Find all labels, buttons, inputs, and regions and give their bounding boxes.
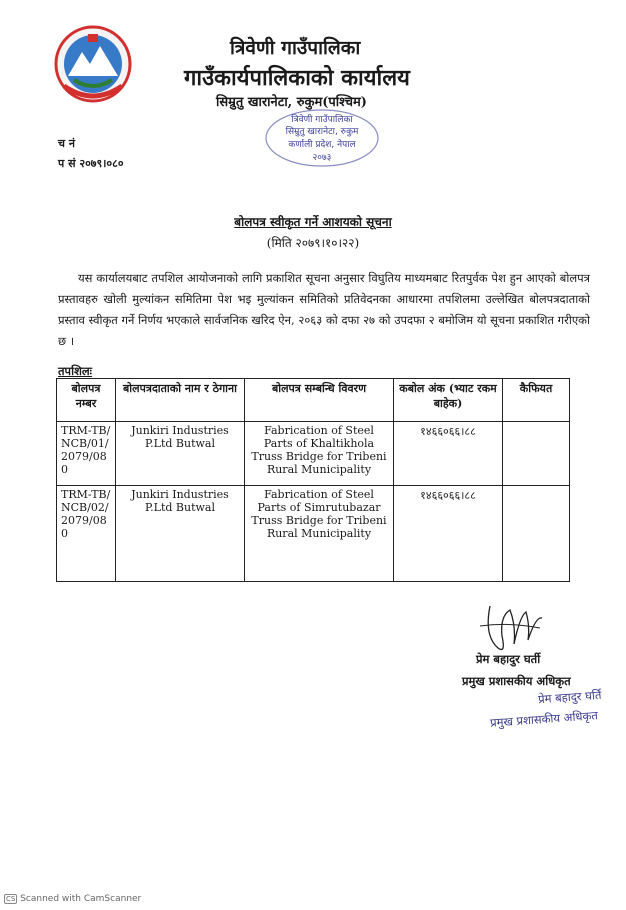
col-description: बोलपत्र सम्बन्धि विवरण	[245, 379, 394, 422]
svg-text:२०७३: २०७३	[312, 153, 332, 163]
bid-number: TRM-TB/NCB/02/2079/080	[57, 486, 116, 582]
notice-title: बोलपत्र स्वीकृत गर्ने आशयको सूचना	[234, 215, 392, 229]
stamp-signatory-name: प्रेम बहादुर घर्ति	[537, 687, 602, 707]
letter-number: च नं	[58, 137, 75, 150]
svg-text:सिम्रुतु खारानेटा, रुकुम: सिम्रुतु खारानेटा, रुकुम	[285, 127, 359, 137]
bid-description: Fabrication of Steel Parts of Khaltikhola Truss Bridge for Tribeni Rural Municipality	[245, 422, 394, 486]
details-label: तपशिलः	[58, 364, 93, 378]
notice-body: यस कार्यालयबाट तपशिल आयोजनाको लागि प्रकाशित सूचना अनुसार विघुतिय माध्यमबाट रितपुर्वक पेश हुन आएको बोलपत्र प्रस्तावहरु खोली मुल्यांकन समितिमा पेश भइ मुल्यांकन समितिको प्रतिवेदनका आधारमा तपशिलमा उल्लेखित बोलपत्रदाताको प्रस्ताव स्वीकृत गर्ने निर्णय भएकाले सार्वजनिक खरिद ऐन, २०६३ को दफा २७ को उपदफा २ बमोजिम यो सूचना प्रकाशित गरीएको छ ।	[58, 271, 590, 348]
footer-text: Scanned with CamScanner	[20, 894, 142, 904]
table-row	[57, 486, 570, 582]
bidder-name: Junkiri Industries P.Ltd Butwal	[116, 422, 245, 486]
office-name: त्रिवेणी गाउँपालिका	[230, 37, 361, 59]
table-header-row	[57, 379, 570, 422]
signatory-title: प्रमुख प्रशासकीय अधिकृत	[462, 674, 571, 688]
bid-remarks	[503, 486, 570, 582]
svg-text:कर्णाली प्रदेश, नेपाल: कर्णाली प्रदेश, नेपाल	[288, 140, 356, 150]
office-seal-stamp	[262, 106, 382, 170]
fiscal-year: प सं २०७९।०८०	[58, 157, 124, 170]
scanner-watermark	[4, 894, 141, 904]
col-bid-number: बोलपत्र नम्बर	[57, 379, 116, 422]
col-amount: कबोल अंक (भ्याट रकम बाहेक)	[394, 379, 503, 422]
office-address: सिम्रुतु खारानेटा, रुकुम(पश्चिम)	[216, 95, 367, 110]
bid-table	[56, 378, 570, 582]
camscanner-icon: CS	[6, 895, 16, 903]
handwritten-signature	[470, 596, 550, 658]
col-remarks: कैफियत	[503, 379, 570, 422]
table-row	[57, 422, 570, 486]
bid-remarks	[503, 422, 570, 486]
nepal-emblem	[54, 24, 132, 104]
bidder-name: Junkiri Industries P.Ltd Butwal	[116, 486, 245, 582]
stamp-signatory-title: प्रमुख प्रशासकीय अधिकृत	[489, 708, 599, 730]
bid-amount: १४६६०६६।८८	[394, 486, 503, 582]
bid-amount: १४६६०६६।८८	[394, 422, 503, 486]
notice-date: (मिति २०७९।१०।२२)	[266, 236, 360, 250]
bid-number: TRM-TB/NCB/01/2079/080	[57, 422, 116, 486]
bid-description: Fabrication of Steel Parts of Simrutubazar Truss Bridge for Tribeni Rural Municipality	[245, 486, 394, 582]
signatory-name: प्रेम बहादुर घर्ती	[476, 652, 541, 666]
office-title: गाउँकार्यपालिकाको कार्यालय	[184, 65, 410, 91]
col-bidder: बोलपत्रदाताको नाम र ठेगाना	[116, 379, 245, 422]
svg-text:त्रिवेणी गाउँपालिका: त्रिवेणी गाउँपालिका	[291, 115, 353, 125]
